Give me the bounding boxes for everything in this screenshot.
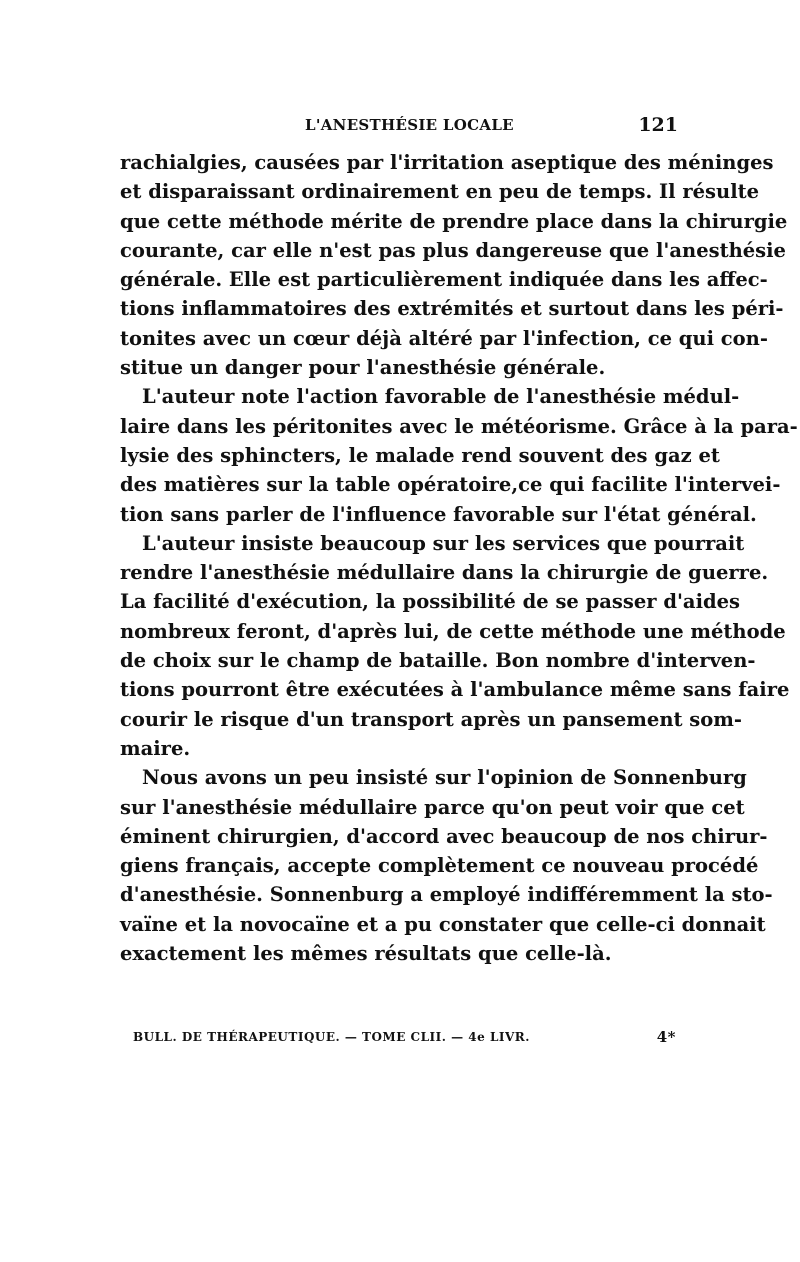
text-line: rendre l'anesthésie médullaire dans la chirurgie de guerre.: [120, 561, 769, 585]
text-line: rachialgies, causées par l'irritation aseptique des méninges: [120, 151, 774, 174]
signature-mark: 4*: [656, 1028, 676, 1046]
text-line: que cette méthode mérite de prendre place dans la chirurgie: [120, 209, 788, 233]
text-line: de choix sur le champ de bataille. Bon nombre d'interven-: [120, 649, 756, 673]
text-line: des matières sur la table opératoire,ce qui facilite l'intervei-: [120, 473, 781, 497]
page-number: 121: [638, 114, 678, 136]
text-line: L'auteur note l'action favorable de l'anesthésie médul-: [142, 385, 740, 409]
running-title: L'ANESTHÉSIE LOCALE: [305, 116, 514, 134]
text-line: tions inflammatoires des extrémités et surtout dans les péri-: [120, 297, 784, 321]
text-line: sur l'anesthésie médullaire parce qu'on peut voir que cet: [120, 795, 745, 819]
text-line: L'auteur insiste beaucoup sur les services que pourrait: [142, 531, 745, 555]
body-text: [120, 148, 798, 968]
text-line: lysie des sphincters, le malade rend souvent des gaz et: [120, 443, 720, 467]
text-line: éminent chirurgien, d'accord avec beaucoup de nos chirur-: [120, 824, 768, 848]
text-line: tions pourront être exécutées à l'ambulance même sans faire: [120, 678, 790, 702]
text-line: Nous avons un peu insisté sur l'opinion de Sonnenburg: [142, 766, 747, 790]
text-line: nombreux feront, d'après lui, de cette méthode une méthode: [120, 619, 786, 643]
text-line: d'anesthésie. Sonnenburg a employé indifféremment la sto-: [120, 883, 773, 907]
text-line: générale. Elle est particulièrement indiquée dans les affec-: [120, 268, 768, 292]
text-line: vaïne et la novocaïne et a pu constater que celle-ci donnait: [120, 912, 766, 936]
text-line: stitue un danger pour l'anesthésie générale.: [120, 356, 606, 380]
text-line: courir le risque d'un transport après un pansement som-: [120, 707, 743, 731]
printer-signature: BULL. DE THÉRAPEUTIQUE. — TOME CLII. — 4e LIVR.: [133, 1030, 530, 1044]
running-head: [120, 116, 680, 140]
text-line: tonites avec un cœur déjà altéré par l'infection, ce qui con-: [120, 326, 768, 350]
text-line: La facilité d'exécution, la possibilité de se passer d'aides: [120, 590, 740, 614]
signature-footer: [133, 1030, 678, 1052]
text-line: courante, car elle n'est pas plus dangereuse que l'anesthésie: [120, 238, 786, 262]
text-line: exactement les mêmes résultats que celle-là.: [120, 942, 612, 966]
text-line: laire dans les péritonites avec le météorisme. Grâce à la para-: [120, 414, 798, 438]
text-line: maire.: [120, 736, 191, 760]
text-line: giens français, accepte complètement ce nouveau procédé: [120, 854, 759, 878]
text-line: et disparaissant ordinairement en peu de temps. Il résulte: [120, 180, 760, 204]
text-line: tion sans parler de l'influence favorable sur l'état général.: [120, 502, 757, 526]
